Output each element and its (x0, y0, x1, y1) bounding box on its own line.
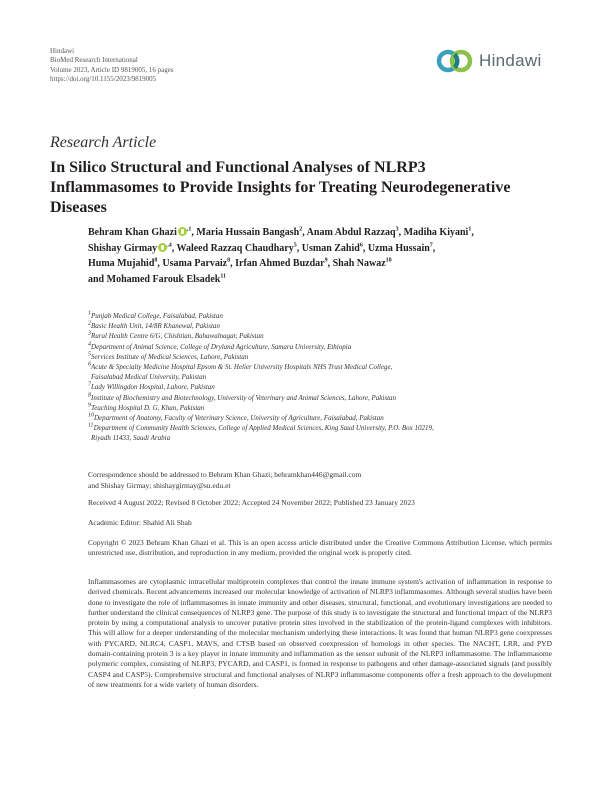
author-name (333, 258, 392, 269)
author-name-text: Mohamed Farouk Elsadek (106, 273, 221, 285)
article-title: In Silico Structural and Functional Analyses of NLRP3 Inflammasomes to Provide Insights for Treating Neurodegenerative Diseases (50, 159, 511, 216)
author-name (307, 227, 399, 238)
affiliation-item (88, 362, 558, 372)
affiliation-text: Rural Health Centre 6/G, Chishtian, Bahawalnagar, Pakistan (91, 332, 264, 341)
correspondence-line: Correspondence should be addressed to Behram Khan Ghazi; behramkhan446@gmail.com (88, 470, 362, 479)
author-name-text: Usama Parvaiz (162, 258, 228, 269)
affiliation-text: Lady Willingdon Hospital, Lahore, Pakistan (91, 383, 215, 392)
author-affiliation-number: 5 (293, 242, 297, 249)
affiliation-item (88, 403, 558, 413)
publisher-name: Hindawi (50, 47, 75, 55)
author-affiliation-number: 9 (324, 257, 328, 264)
academic-editor: Academic Editor: Shahid Ali Shah (88, 518, 192, 527)
orcid-icon[interactable] (178, 227, 187, 236)
author-affiliation-number: 3 (395, 226, 399, 233)
affiliation-item (88, 331, 558, 341)
author-name (404, 227, 472, 238)
affiliation-text: Acute & Specialty Medicine Hospital Epsom & St. Helier University Hospitals NHS Trust Medical College, (91, 363, 393, 372)
author-name-text: Anam Abdul Razzaq (306, 227, 396, 238)
author-name (88, 227, 191, 238)
affiliation-number: 6 (88, 361, 91, 368)
author-name (302, 243, 363, 254)
author-name-text: Uzma Hussain (367, 242, 430, 254)
affiliation-number: 7 (88, 382, 91, 389)
affiliation-item (88, 342, 558, 352)
affiliation-text: Basic Health Unit, 14/8R Khanewal, Pakistan (91, 322, 220, 331)
author-affiliation-number: 1 (468, 226, 472, 233)
affiliation-item (88, 413, 558, 423)
author-affiliation-number: 11 (220, 273, 227, 280)
affiliation-text: Department of Community Health Sciences, College of Applied Medical Sciences, King Saud University, P.O. Box 10219, (93, 424, 434, 433)
hindawi-logo (436, 47, 542, 75)
affiliation-number: 4 (88, 341, 91, 348)
affiliation-continuation: Riyadh 11433, Saudi Arabia (91, 434, 171, 443)
affiliation-continuation: Faisalabad Medical University, Pakistan (91, 373, 207, 382)
journal-header (50, 47, 174, 84)
author-name-text: Waleed Razzaq Chaudhary (176, 242, 294, 254)
author-name-text: Usman Zahid (301, 242, 360, 254)
affiliation-number: 10 (88, 412, 94, 419)
author-name-text: Maria Hussain Bangash (196, 227, 300, 238)
affiliation-text: Teaching Hospital D. G. Khan, Pakistan (91, 403, 205, 412)
affiliation-number: 5 (88, 351, 91, 358)
doi-link[interactable]: https://doi.org/10.1155/2023/9819005 (50, 74, 157, 83)
hindawi-logo-icon (436, 47, 474, 75)
affiliation-number: 2 (88, 320, 91, 327)
journal-name: BioMed Research International (50, 56, 138, 65)
affiliation-item (88, 393, 558, 403)
author-name (196, 227, 302, 238)
author-name (88, 258, 157, 269)
affiliation-text: Department of Animal Science, College of Dryland Agriculture, Samara University, Ethiopia (91, 342, 352, 351)
copyright-notice: Copyright © 2023 Behram Khan Ghazi et al. This is an open access article distributed under the Creative Commons Attribution License, which permits unrestricted use, distribution, and reproduction in any medium, provided the original work is properly cited. (88, 538, 552, 558)
affiliation-item (88, 311, 558, 321)
affiliation-text: Department of Anatomy, Faculty of Veterinary Science, University of Agriculture, Faisalabad, Pakistan (94, 414, 384, 423)
author-affiliation-number: 8 (154, 257, 158, 264)
author-name (177, 243, 297, 254)
author-name (107, 274, 226, 285)
article-type-label: Research Article (50, 134, 157, 151)
affiliation-number: 11 (88, 422, 94, 429)
author-name-text: Irfan Ahmed Buzdar (235, 258, 325, 269)
author-name (88, 243, 172, 254)
affiliation-number: 1 (88, 310, 91, 317)
author-list: Behram Khan Ghazi $^{,1}$, Maria Hussain Bangash$^2$, Anam Abdul Razzaq$^3$, Madiha Kiyani$^1$, Shishay Girmay $^{,4}$, Waleed Razzaq Chaudhary$^5$, Usman Zahid$^6$, Uzma Hussain$^7$, Huma Mujahid$^8$, Usama Parvaiz$^8$, Irfan Ahmed Buzdar$^9$, Shah Nawaz$^{10}$ and Mohamed Farouk Elsadek$^{11}$ (88, 226, 474, 285)
author-name-text: Huma Mujahid (88, 258, 155, 269)
correspondence-line: and Shishay Girmay; shishaygirmay@su.edu.et (88, 480, 231, 490)
affiliation-number: 9 (88, 402, 91, 409)
affiliation-list (88, 311, 558, 444)
affiliation-item (88, 382, 558, 392)
affiliation-item (88, 352, 558, 362)
author-name-text: Shah Nawaz (332, 258, 386, 269)
volume-info: Volume 2023, Article ID 9819005, 16 pages (50, 65, 174, 74)
affiliation-number: 3 (88, 331, 91, 338)
author-name (235, 258, 327, 269)
author-affiliation-number: 7 (429, 242, 433, 249)
author-name (368, 243, 433, 254)
logo-wordmark: Hindawi (479, 51, 542, 70)
abstract-text: Inflammasomes are cytoplasmic intracellular multiprotein complexes that control the innate immune system's activation of inflammation in response to derived chemicals. Recent advancements increased our molecular knowledge of activation of NLRP3 inflammasomes. Although several studies have been done to investigate the role of inflammasomes in innate immunity and other diseases, structural, functional, and evolutionary investigations are needed to further understand the clinical consequences of NLRP3 gene. The purpose of this study is to investigate the structural and functional impact of the NLRP3 protein by using a computational analysis to uncover putative protein sites involved in the stabilization of the protein-ligand complexes with inhibitors. This will allow for a deeper understanding of the molecular mechanism underlying these interactions. It was found that human NLRP3 gene coexpresses with PYCARD, NLRC4, CASP1, MAVS, and CTSB based on observed coexpression of homologs in other species. The NACHT, LRR, and PYD domain-containing protein 3 is a key player in innate immunity and inflammation as the sensor subunit of the NLRP3 inflammasome. The inflammasome polymeric complex, consisting of NLRP3, PYCARD, and CASP1, is formed in response to pathogens and other damage-associated signals (and possibly CASP4 and CASP5). Comprehensive structural and functional analyses of NLRP3 inflammasome components offer a fresh approach to the development of new treatments for a wide variety of human disorders. (88, 577, 552, 689)
affiliation-number: 8 (88, 392, 91, 399)
affiliation-text: Institute of Biochemistry and Biotechnology, University of Veterinary and Animal Sciences, Lahore, Pakistan (91, 393, 397, 402)
affiliation-text: Services Institute of Medical Sciences, Lahore, Pakistan (91, 352, 249, 361)
publication-dates: Received 4 August 2022; Revised 8 October 2022; Accepted 24 November 2022; Published 23 January 2023 (88, 498, 415, 507)
orcid-icon[interactable] (158, 243, 167, 252)
correspondence-note (88, 470, 548, 491)
author-affiliation-number: 8 (227, 257, 231, 264)
author-affiliation-number: 2 (299, 226, 303, 233)
affiliation-text: Punjab Medical College, Faisalabad, Pakistan (91, 312, 223, 320)
author-affiliation-number: ,4 (167, 242, 172, 249)
affiliation-item (88, 321, 558, 331)
author-name-text: Shishay Girmay (88, 242, 158, 254)
author-name (162, 258, 230, 269)
affiliation-item (88, 423, 558, 433)
author-affiliation-number: ,1 (186, 226, 192, 233)
author-name-text: Behram Khan Ghazi (88, 227, 177, 238)
author-conjunction: and (88, 273, 107, 285)
author-name-text: Madiha Kiyani (403, 227, 469, 238)
author-affiliation-number: 10 (385, 257, 392, 264)
author-affiliation-number: 6 (359, 242, 363, 249)
